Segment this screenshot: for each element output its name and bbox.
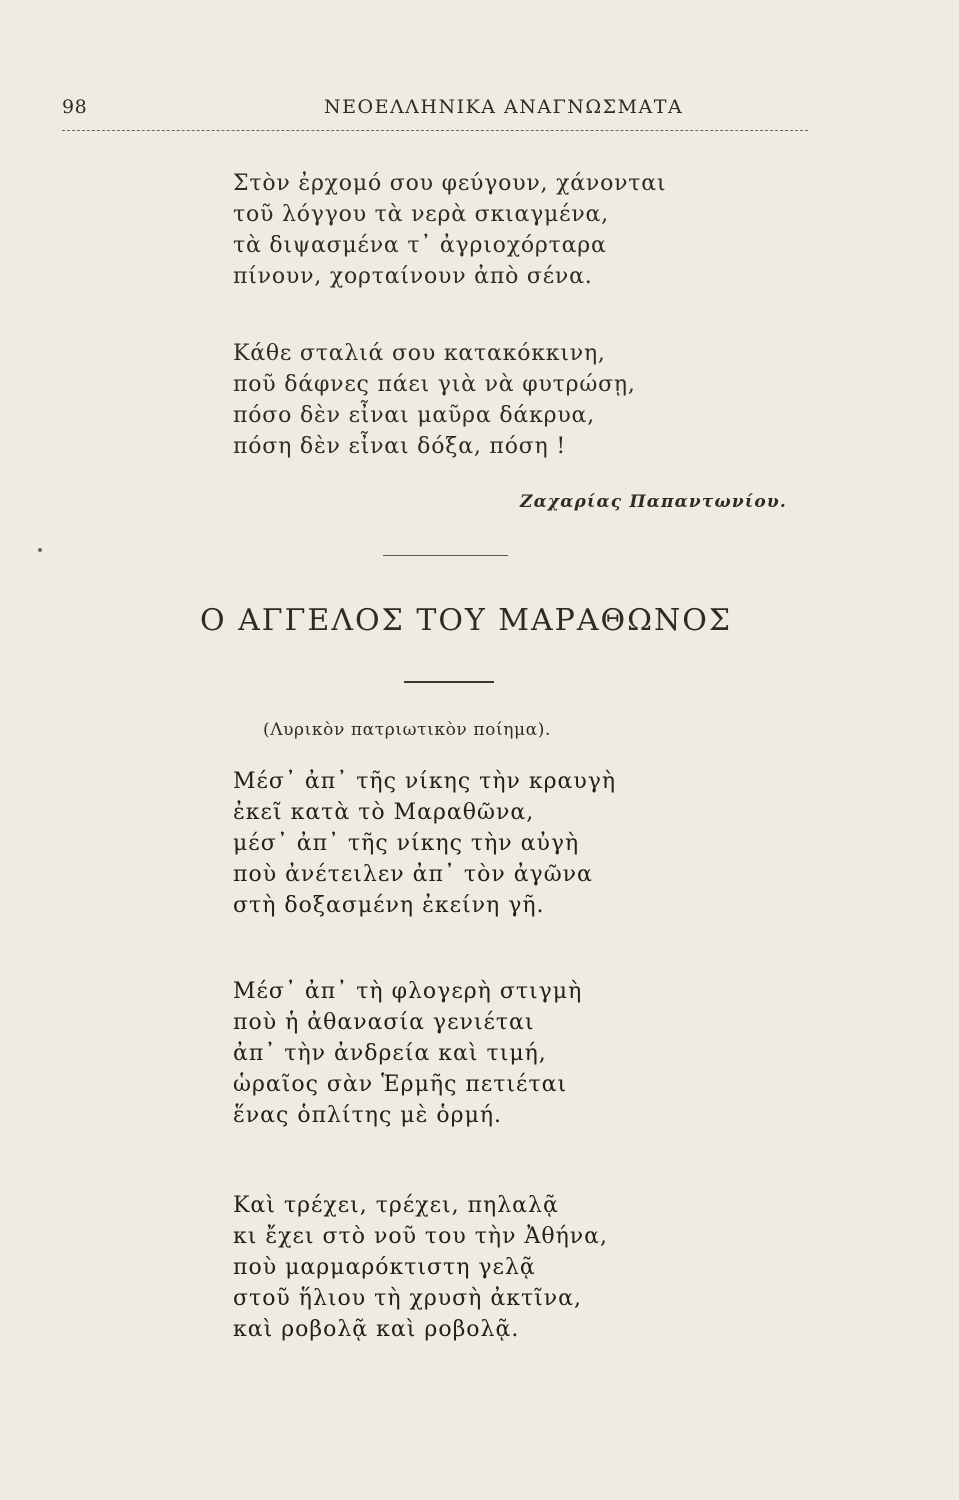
verse-line: Κάθε σταλιά σου κατακόκκινη, bbox=[233, 341, 606, 366]
verse-line: κι ἔχει στὸ νοῦ του τὴν Ἀθήνα, bbox=[233, 1224, 608, 1249]
verse-line: ὡραῖος σὰν Ἑρμῆς πετιέται bbox=[233, 1072, 568, 1097]
stanza-3 bbox=[233, 766, 616, 921]
verse-line: πόσο δὲν εἶναι μαῦρα δάκρυα, bbox=[233, 403, 595, 428]
verse-line: ἀπ᾽ τὴν ἀνδρεία καὶ τιμή, bbox=[233, 1041, 547, 1066]
verse-line: πόση δὲν εἶναι δόξα, πόση ! bbox=[233, 434, 566, 459]
page-header bbox=[62, 96, 808, 126]
section-divider bbox=[383, 555, 508, 556]
verse-line: ποὺ ἡ ἀθανασία γενιέται bbox=[233, 1010, 535, 1035]
verse-line: ἐκεῖ κατὰ τὸ Μαραθῶνα, bbox=[233, 800, 535, 825]
author-signature: Ζαχαρίας Παπαντωνίου. bbox=[520, 492, 788, 512]
poem-subtitle: (Λυρικὸν πατριωτικὸν ποίημα). bbox=[263, 720, 551, 740]
running-title: ΝΕΟΕΛΛΗΝΙΚΑ ΑΝΑΓΝΩΣΜΑΤΑ bbox=[324, 96, 684, 118]
verse-line: πίνουν, χορταίνουν ἀπὸ σένα. bbox=[233, 264, 593, 289]
page-number: 98 bbox=[62, 96, 88, 118]
verse-line: μέσ᾽ ἀπ᾽ τῆς νίκης τὴν αὐγὴ bbox=[233, 831, 580, 856]
verse-line: Μέσ᾽ ἀπ᾽ τῆς νίκης τὴν κραυγὴ bbox=[233, 769, 617, 794]
verse-line: στὴ δοξασμένη ἐκείνη γῆ. bbox=[233, 893, 545, 918]
verse-line: ποὺ μαρμαρόκτιστη γελᾷ bbox=[233, 1255, 536, 1280]
stanza-1 bbox=[233, 168, 666, 292]
verse-line: τοῦ λόγγου τὰ νερὰ σκιαγμένα, bbox=[233, 202, 609, 227]
verse-line: καὶ ροβολᾷ καὶ ροβολᾷ. bbox=[233, 1317, 520, 1342]
ink-speck bbox=[38, 548, 42, 552]
verse-line: ποῦ δάφνες πάει γιὰ νὰ φυτρώσῃ, bbox=[233, 372, 636, 397]
title-divider bbox=[404, 681, 494, 683]
verse-line: Μέσ᾽ ἀπ᾽ τὴ φλογερὴ στιγμὴ bbox=[233, 979, 583, 1004]
header-divider bbox=[62, 130, 808, 131]
verse-line: Καὶ τρέχει, τρέχει, πηλαλᾷ bbox=[233, 1193, 559, 1218]
verse-line: ποὺ ἀνέτειλεν ἀπ᾽ τὸν ἀγῶνα bbox=[233, 862, 593, 887]
verse-line: τὰ διψασμένα τ᾽ ἀγριοχόρταρα bbox=[233, 233, 607, 258]
stanza-4 bbox=[233, 976, 582, 1131]
verse-line: Στὸν ἐρχομό σου φεύγουν, χάνονται bbox=[233, 171, 667, 196]
verse-line: στοῦ ἥλιου τὴ χρυσὴ ἀκτῖνα, bbox=[233, 1286, 582, 1311]
stanza-5 bbox=[233, 1190, 608, 1345]
verse-line: ἕνας ὁπλίτης μὲ ὁρμή. bbox=[233, 1103, 503, 1128]
stanza-2 bbox=[233, 338, 636, 462]
poem-title: Ο ΑΓΓΕΛΟΣ ΤΟΥ ΜΑΡΑΘΩΝΟΣ bbox=[200, 603, 733, 638]
